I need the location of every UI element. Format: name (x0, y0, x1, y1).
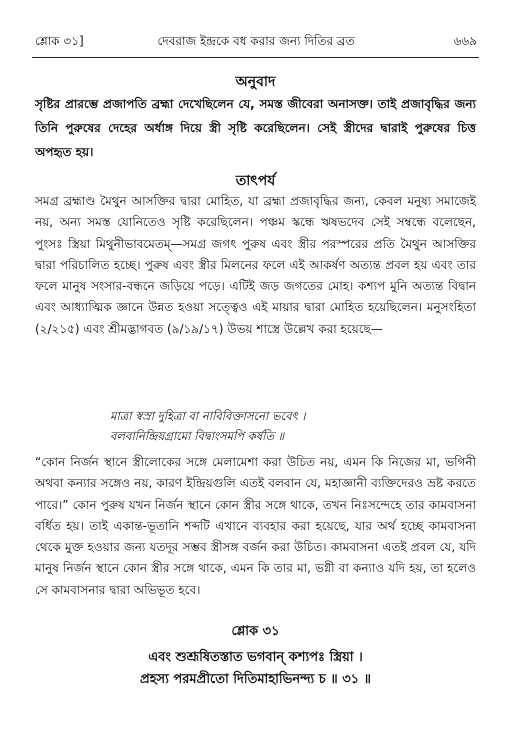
translation-heading: অনুবাদ (235, 74, 276, 90)
header-rule (32, 57, 479, 58)
purport-text-continued: “কোন নির্জন স্থানে স্ত্রীলোকের সঙ্গে মেলামেশা করা উচিত নয়, এমন কি নিজের মা, ভগিনী অথবা কন্যার সঙ্গেও নয়, কারণ ইন্দ্রিয়গুলি এতই বলবান যে, মহাজ্ঞানী ব্যক্তিদেরও ভ্রষ্ট করতে পারে।” কোন পুরুষ যখন নির্জন স্থানে কোন স্ত্রীর সঙ্গে থাকে, তখন নিঃসন্দেহে তার কামবাসনা বর্ধিত হয়। তাই একান্ত-ভূতানি শব্দটি এখানে ব্যবহার করা হয়েছে, যার অর্থ হচ্ছে কামবাসনা থেকে মুক্ত হওয়ার জন্য যতদূর সম্ভব স্ত্রীসঙ্গ বর্জন করা উচিত। কামবাসনা এতই প্রবল যে, যদি মানুষ নির্জন স্থানে কোন স্ত্রীর সঙ্গে থাকে, এমন কি তার মা, ভগ্নী বা কন্যাও যদি হয়, তা হলেও সে কামবাসনার দ্বারা অভিভূত হবে। (35, 455, 476, 597)
running-header (35, 34, 477, 52)
sloka-line: এবং শুশ্রূষিতস্তাত ভগবান্ কশ্যপঃ স্ত্রিয়া । (148, 650, 363, 665)
purport-heading: তাৎপর্য (235, 173, 276, 189)
sloka-line: প্রহস্য পরমপ্রীতো দিতিমাহাভিনন্দ্য চ ॥ ৩১ ॥ (140, 672, 371, 687)
translation-text: সৃষ্টির প্রারম্ভে প্রজাপতি ব্রহ্মা দেখেছিলেন যে, সমস্ত জীবেরা অনাসক্ত। তাই প্রজাবৃদ্ধির জন্য তিনি পুরুষের দেহের অর্ধাঙ্গ দিয়ে স্ত্রী সৃষ্টি করেছিলেন। সেই স্ত্রীদের দ্বারাই পুরুষের চিত্ত অপহৃত হয়। (35, 97, 476, 159)
purport-text: সমগ্র ব্রহ্মাণ্ড মৈথুন আসক্তির দ্বারা মোহিত, যা ব্রহ্মা প্রজাবৃদ্ধির জন্য, কেবল মনুষ্য সমাজেই নয়, অন্য সমস্ত যোনিতেও সৃষ্টি করেছিলেন। পঞ্চম স্কন্ধে ঋষভদেব সেই সম্বন্ধে বলেছেন, পুংসঃ স্ত্রিয়া মিথুনীভাবমেতম্—সমগ্র জগৎ পুরুষ এবং স্ত্রীর পরস্পরের প্রতি মৈথুন আসক্তির দ্বারা পরিচালিত হচ্ছে। পুরুষ এবং স্ত্রীর মিলনের ফলে এই আকর্ষণ অত্যন্ত প্রবল হয় এবং তার ফলে মানুষ সংসার-বন্ধনে জড়িয়ে পড়ে। এটিই জড় জগতের মোহ। কশ্যপ মুনি অত্যন্ত বিদ্বান এবং আধ্যাত্মিক জ্ঞানে উন্নত হওয়া সত্ত্বেও এই মায়ার দ্বারা মোহিত হয়েছিলেন। মনুসংহিতা (২/২১৫) এবং শ্রীমদ্ভাগবত (৯/১৯/১৭) উভয় শাস্ত্রে উল্লেখ করা হয়েছে— (35, 194, 476, 336)
verse-line: বলবানিন্দ্রিয়গ্রামো বিদ্বাংসমপি কর্ষতি ॥ (110, 429, 285, 443)
quoted-verse (110, 406, 450, 446)
sloka-number-heading: শ্লোক ৩১ (231, 624, 280, 639)
header-verse-ref: শ্লোক ৩১] (35, 34, 84, 48)
page-number: ৬৬৯ (453, 34, 477, 48)
sloka-text (0, 647, 511, 691)
header-chapter-title: দেবরাজ ইন্দ্রকে বধ করার জন্য দিতির ব্রত (157, 34, 355, 48)
verse-line: মাত্রা স্বস্রা দুহিত্রা বা নাবিবিক্তাসনো ভবেৎ । (110, 409, 306, 423)
